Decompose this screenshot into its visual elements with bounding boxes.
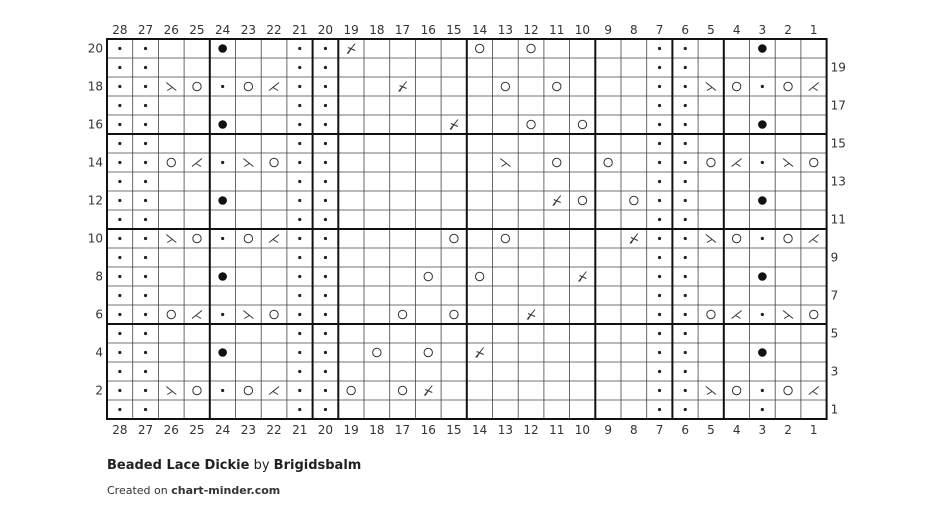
purl-dot-symbol — [298, 123, 301, 126]
bead-symbol — [758, 196, 767, 205]
row-number-left: 18 — [87, 79, 103, 94]
column-number-top: 5 — [707, 23, 715, 37]
purl-dot-symbol — [118, 85, 121, 88]
purl-dot-symbol — [144, 47, 147, 50]
purl-dot-symbol — [221, 313, 224, 316]
purl-dot-symbol — [684, 332, 687, 335]
purl-dot-symbol — [658, 218, 661, 221]
cdd-symbol — [399, 82, 407, 92]
ssk-symbol — [166, 235, 176, 243]
yarn-over-symbol — [784, 82, 792, 90]
column-number-top: 21 — [292, 23, 308, 37]
purl-dot-symbol — [118, 256, 121, 259]
cdd-symbol — [424, 386, 432, 396]
purl-dot-symbol — [118, 180, 121, 183]
chart-grid — [107, 39, 827, 419]
purl-dot-symbol — [298, 66, 301, 69]
purl-dot-symbol — [658, 123, 661, 126]
yarn-over-symbol — [527, 120, 535, 128]
purl-dot-symbol — [144, 408, 147, 411]
yarn-over-symbol — [398, 386, 406, 394]
purl-dot-symbol — [298, 142, 301, 145]
purl-dot-symbol — [324, 313, 327, 316]
purl-dot-symbol — [658, 275, 661, 278]
k2tog-symbol — [269, 235, 279, 243]
purl-dot-symbol — [684, 237, 687, 240]
purl-dot-symbol — [144, 66, 147, 69]
yarn-over-symbol — [501, 234, 509, 242]
purl-dot-symbol — [144, 199, 147, 202]
ssk-symbol — [243, 159, 253, 167]
row-number-right: 3 — [830, 364, 839, 379]
ssk-symbol — [783, 311, 793, 319]
ssk-symbol — [706, 83, 716, 91]
purl-dot-symbol — [298, 370, 301, 373]
purl-dot-symbol — [324, 199, 327, 202]
yarn-over-symbol — [424, 348, 432, 356]
purl-dot-symbol — [298, 218, 301, 221]
column-number-top: 28 — [112, 23, 128, 37]
purl-dot-symbol — [298, 275, 301, 278]
k2tog-symbol — [269, 387, 279, 395]
column-number-bottom: 2 — [784, 423, 792, 437]
purl-dot-symbol — [684, 161, 687, 164]
purl-dot-symbol — [684, 408, 687, 411]
bead-symbol — [218, 272, 227, 281]
purl-dot-symbol — [684, 294, 687, 297]
row-number-right: 19 — [830, 60, 846, 75]
purl-dot-symbol — [324, 389, 327, 392]
pattern-title: Beaded Lace Dickie — [107, 458, 250, 473]
column-number-bottom: 4 — [732, 423, 741, 437]
purl-dot-symbol — [298, 161, 301, 164]
purl-dot-symbol — [684, 104, 687, 107]
bead-symbol — [218, 44, 227, 53]
column-number-bottom: 21 — [292, 423, 308, 437]
purl-dot-symbol — [324, 85, 327, 88]
purl-dot-symbol — [144, 104, 147, 107]
cdd-symbol — [450, 120, 458, 130]
ssk-symbol — [500, 159, 510, 167]
yarn-over-symbol — [501, 82, 509, 90]
purl-dot-symbol — [324, 256, 327, 259]
column-number-bottom: 19 — [343, 423, 359, 437]
purl-dot-symbol — [761, 408, 764, 411]
purl-dot-symbol — [684, 351, 687, 354]
yarn-over-symbol — [707, 310, 715, 318]
purl-dot-symbol — [684, 47, 687, 50]
purl-dot-symbol — [118, 47, 121, 50]
purl-dot-symbol — [324, 66, 327, 69]
purl-dot-symbol — [684, 123, 687, 126]
yarn-over-symbol — [553, 158, 561, 166]
purl-dot-symbol — [658, 237, 661, 240]
purl-dot-symbol — [658, 332, 661, 335]
column-number-bottom: 28 — [112, 423, 128, 437]
credit-line — [107, 484, 280, 497]
row-number-right: 11 — [830, 212, 846, 227]
column-number-bottom: 15 — [446, 423, 462, 437]
column-number-top: 22 — [266, 23, 282, 37]
purl-dot-symbol — [761, 85, 764, 88]
purl-dot-symbol — [658, 142, 661, 145]
purl-dot-symbol — [298, 85, 301, 88]
purl-dot-symbol — [658, 199, 661, 202]
cdd-symbol — [630, 234, 638, 244]
purl-dot-symbol — [761, 313, 764, 316]
yarn-over-symbol — [244, 234, 252, 242]
purl-dot-symbol — [324, 237, 327, 240]
chart-symbols — [118, 44, 819, 412]
purl-dot-symbol — [761, 237, 764, 240]
purl-dot-symbol — [684, 66, 687, 69]
column-number-top: 24 — [215, 23, 231, 37]
purl-dot-symbol — [144, 389, 147, 392]
purl-dot-symbol — [298, 332, 301, 335]
column-number-top: 3 — [758, 23, 767, 37]
purl-dot-symbol — [144, 332, 147, 335]
column-number-top: 13 — [497, 23, 513, 37]
ssk-symbol — [706, 387, 716, 395]
yarn-over-symbol — [475, 44, 483, 52]
column-number-top: 6 — [681, 23, 690, 37]
purl-dot-symbol — [298, 47, 301, 50]
purl-dot-symbol — [658, 161, 661, 164]
purl-dot-symbol — [118, 104, 121, 107]
yarn-over-symbol — [347, 386, 355, 394]
purl-dot-symbol — [144, 256, 147, 259]
purl-dot-symbol — [298, 180, 301, 183]
yarn-over-symbol — [167, 158, 175, 166]
column-number-bottom: 20 — [317, 423, 334, 437]
column-number-top: 10 — [574, 23, 591, 37]
ssk-symbol — [783, 159, 793, 167]
row-number-right: 9 — [830, 250, 839, 265]
yarn-over-symbol — [450, 310, 458, 318]
yarn-over-symbol — [810, 158, 818, 166]
yarn-over-symbol — [167, 310, 175, 318]
column-number-bottom: 16 — [420, 423, 436, 437]
purl-dot-symbol — [298, 408, 301, 411]
yarn-over-symbol — [527, 44, 535, 52]
row-number-right: 13 — [830, 174, 846, 189]
row-number-left: 20 — [87, 41, 103, 56]
purl-dot-symbol — [118, 370, 121, 373]
column-number-bottom: 14 — [472, 423, 488, 437]
purl-dot-symbol — [144, 294, 147, 297]
column-number-bottom: 26 — [163, 423, 179, 437]
bead-symbol — [758, 272, 767, 281]
purl-dot-symbol — [324, 332, 327, 335]
purl-dot-symbol — [221, 85, 224, 88]
column-number-bottom: 12 — [523, 423, 539, 437]
purl-dot-symbol — [144, 351, 147, 354]
column-number-top: 9 — [604, 23, 612, 37]
ssk-symbol — [166, 387, 176, 395]
row-number-left: 6 — [95, 307, 103, 322]
yarn-over-symbol — [193, 234, 201, 242]
column-number-top: 27 — [137, 23, 154, 37]
purl-dot-symbol — [658, 85, 661, 88]
cdd-symbol — [553, 196, 561, 206]
purl-dot-symbol — [118, 237, 121, 240]
yarn-over-symbol — [244, 82, 252, 90]
purl-dot-symbol — [658, 408, 661, 411]
purl-dot-symbol — [118, 218, 121, 221]
row-number-left: 14 — [87, 155, 103, 170]
purl-dot-symbol — [658, 351, 661, 354]
purl-dot-symbol — [298, 294, 301, 297]
yarn-over-symbol — [578, 120, 586, 128]
column-number-bottom: 17 — [394, 423, 411, 437]
purl-dot-symbol — [118, 313, 121, 316]
bead-symbol — [758, 44, 767, 53]
column-number-top: 15 — [446, 23, 462, 37]
yarn-over-symbol — [270, 158, 278, 166]
purl-dot-symbol — [298, 313, 301, 316]
column-number-top: 25 — [189, 23, 205, 37]
cdd-symbol — [476, 348, 484, 358]
bead-symbol — [758, 120, 767, 129]
yarn-over-symbol — [784, 386, 792, 394]
yarn-over-symbol — [475, 272, 483, 280]
k2tog-symbol — [809, 387, 819, 395]
purl-dot-symbol — [761, 389, 764, 392]
purl-dot-symbol — [324, 218, 327, 221]
row-number-right: 17 — [830, 98, 846, 113]
purl-dot-symbol — [144, 237, 147, 240]
purl-dot-symbol — [658, 370, 661, 373]
purl-dot-symbol — [658, 104, 661, 107]
k2tog-symbol — [192, 311, 202, 319]
row-number-right: 7 — [830, 288, 839, 303]
purl-dot-symbol — [324, 408, 327, 411]
purl-dot-symbol — [144, 142, 147, 145]
yarn-over-symbol — [553, 82, 561, 90]
purl-dot-symbol — [118, 123, 121, 126]
yarn-over-symbol — [270, 310, 278, 318]
column-number-bottom: 6 — [681, 423, 690, 437]
column-number-top: 12 — [523, 23, 539, 37]
purl-dot-symbol — [324, 104, 327, 107]
purl-dot-symbol — [118, 408, 121, 411]
purl-dot-symbol — [324, 123, 327, 126]
column-number-bottom: 22 — [266, 423, 282, 437]
row-number-left: 2 — [95, 383, 103, 398]
row-number-left: 8 — [95, 269, 103, 284]
purl-dot-symbol — [118, 66, 121, 69]
purl-dot-symbol — [684, 218, 687, 221]
purl-dot-symbol — [324, 142, 327, 145]
purl-dot-symbol — [684, 313, 687, 316]
purl-dot-symbol — [118, 275, 121, 278]
k2tog-symbol — [732, 159, 742, 167]
purl-dot-symbol — [298, 104, 301, 107]
k2tog-symbol — [269, 83, 279, 91]
purl-dot-symbol — [144, 313, 147, 316]
yarn-over-symbol — [810, 310, 818, 318]
purl-dot-symbol — [298, 389, 301, 392]
row-number-left: 10 — [87, 231, 103, 246]
purl-dot-symbol — [144, 218, 147, 221]
yarn-over-symbol — [193, 386, 201, 394]
column-number-top: 2 — [784, 23, 792, 37]
purl-dot-symbol — [684, 275, 687, 278]
yarn-over-symbol — [732, 234, 740, 242]
column-number-bottom: 10 — [574, 423, 591, 437]
purl-dot-symbol — [118, 351, 121, 354]
purl-dot-symbol — [324, 294, 327, 297]
yarn-over-symbol — [784, 234, 792, 242]
column-number-top: 16 — [420, 23, 436, 37]
purl-dot-symbol — [118, 199, 121, 202]
bead-symbol — [218, 196, 227, 205]
yarn-over-symbol — [732, 386, 740, 394]
row-number-left: 4 — [95, 345, 103, 360]
purl-dot-symbol — [658, 66, 661, 69]
bead-symbol — [218, 120, 227, 129]
column-number-top: 8 — [630, 23, 638, 37]
purl-dot-symbol — [684, 180, 687, 183]
column-number-top: 14 — [472, 23, 488, 37]
row-number-left: 16 — [87, 117, 103, 132]
purl-dot-symbol — [684, 85, 687, 88]
yarn-over-symbol — [732, 82, 740, 90]
column-number-top: 17 — [394, 23, 411, 37]
purl-dot-symbol — [144, 85, 147, 88]
column-number-top: 7 — [655, 23, 664, 37]
column-number-top: 11 — [549, 23, 565, 37]
purl-dot-symbol — [761, 161, 764, 164]
purl-dot-symbol — [221, 237, 224, 240]
credit-site[interactable]: chart-minder.com — [171, 484, 281, 497]
bead-symbol — [218, 348, 227, 357]
k2tog-symbol — [809, 83, 819, 91]
k2tog-symbol — [192, 159, 202, 167]
column-number-top: 23 — [240, 23, 256, 37]
purl-dot-symbol — [658, 47, 661, 50]
purl-dot-symbol — [658, 313, 661, 316]
column-number-bottom: 7 — [655, 423, 664, 437]
purl-dot-symbol — [144, 161, 147, 164]
purl-dot-symbol — [298, 351, 301, 354]
yarn-over-symbol — [450, 234, 458, 242]
row-number-right: 5 — [830, 326, 839, 341]
purl-dot-symbol — [324, 161, 327, 164]
purl-dot-symbol — [324, 275, 327, 278]
pattern-title-line — [107, 458, 361, 473]
purl-dot-symbol — [118, 389, 121, 392]
purl-dot-symbol — [118, 294, 121, 297]
yarn-over-symbol — [398, 310, 406, 318]
purl-dot-symbol — [118, 142, 121, 145]
purl-dot-symbol — [324, 180, 327, 183]
cdd-symbol — [578, 272, 586, 282]
column-number-bottom: 23 — [240, 423, 256, 437]
column-number-top: 20 — [317, 23, 334, 37]
yarn-over-symbol — [244, 386, 252, 394]
purl-dot-symbol — [298, 199, 301, 202]
purl-dot-symbol — [658, 256, 661, 259]
purl-dot-symbol — [658, 389, 661, 392]
purl-dot-symbol — [324, 47, 327, 50]
purl-dot-symbol — [144, 180, 147, 183]
purl-dot-symbol — [684, 256, 687, 259]
column-number-bottom: 25 — [189, 423, 205, 437]
column-number-top: 1 — [809, 23, 818, 37]
purl-dot-symbol — [684, 389, 687, 392]
column-number-top: 4 — [732, 23, 741, 37]
column-number-bottom: 5 — [707, 423, 715, 437]
purl-dot-symbol — [221, 161, 224, 164]
ssk-symbol — [243, 311, 253, 319]
ssk-symbol — [166, 83, 176, 91]
by-word: by — [253, 458, 270, 473]
purl-dot-symbol — [144, 370, 147, 373]
row-number-right: 15 — [830, 136, 846, 151]
column-number-top: 19 — [343, 23, 359, 37]
purl-dot-symbol — [684, 199, 687, 202]
row-number-right: 1 — [830, 402, 839, 417]
column-number-bottom: 27 — [137, 423, 154, 437]
column-number-top: 18 — [369, 23, 385, 37]
purl-dot-symbol — [118, 332, 121, 335]
purl-dot-symbol — [658, 180, 661, 183]
column-number-bottom: 1 — [809, 423, 818, 437]
yarn-over-symbol — [424, 272, 432, 280]
k2tog-symbol — [809, 235, 819, 243]
purl-dot-symbol — [658, 294, 661, 297]
purl-dot-symbol — [298, 237, 301, 240]
k2tog-symbol — [732, 311, 742, 319]
purl-dot-symbol — [221, 389, 224, 392]
ssk-symbol — [706, 235, 716, 243]
column-number-bottom: 11 — [549, 423, 565, 437]
yarn-over-symbol — [707, 158, 715, 166]
purl-dot-symbol — [144, 275, 147, 278]
yarn-over-symbol — [193, 82, 201, 90]
column-number-bottom: 9 — [604, 423, 612, 437]
purl-dot-symbol — [324, 370, 327, 373]
bead-symbol — [758, 348, 767, 357]
yarn-over-symbol — [373, 348, 381, 356]
row-number-left: 12 — [87, 193, 103, 208]
credit-prefix: Created on — [107, 484, 168, 497]
column-number-bottom: 3 — [758, 423, 767, 437]
column-number-bottom: 24 — [215, 423, 231, 437]
purl-dot-symbol — [298, 256, 301, 259]
purl-dot-symbol — [118, 161, 121, 164]
yarn-over-symbol — [630, 196, 638, 204]
column-number-bottom: 8 — [630, 423, 638, 437]
cdd-symbol — [347, 44, 355, 54]
column-number-bottom: 13 — [497, 423, 513, 437]
yarn-over-symbol — [578, 196, 586, 204]
purl-dot-symbol — [144, 123, 147, 126]
column-number-top: 26 — [163, 23, 179, 37]
purl-dot-symbol — [324, 351, 327, 354]
yarn-over-symbol — [604, 158, 612, 166]
purl-dot-symbol — [684, 142, 687, 145]
column-number-bottom: 18 — [369, 423, 385, 437]
purl-dot-symbol — [684, 370, 687, 373]
pattern-author: Brigidsbalm — [273, 458, 362, 473]
cdd-symbol — [527, 310, 535, 320]
